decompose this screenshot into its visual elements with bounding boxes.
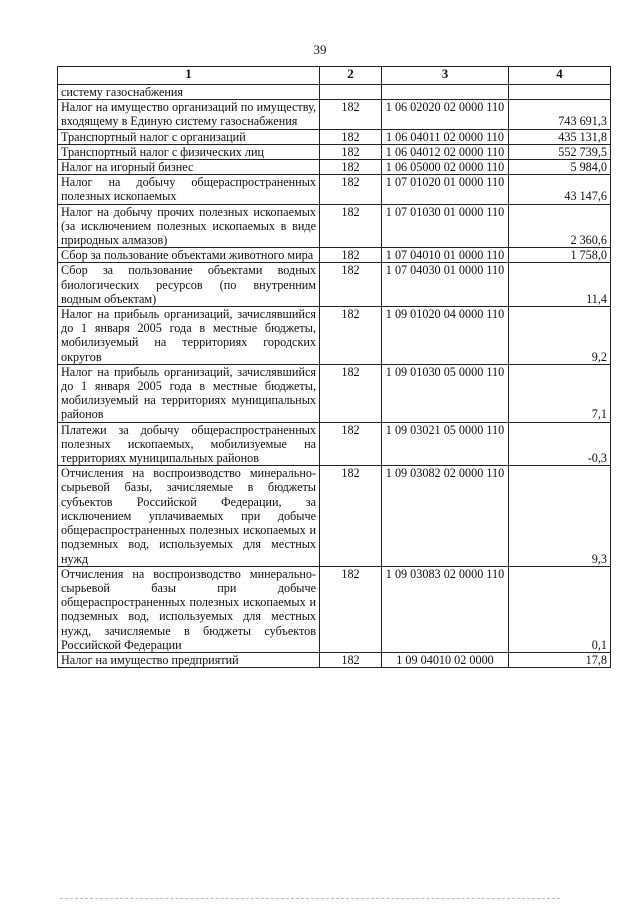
row-name: Налог на имущество предприятий [58, 652, 320, 667]
table-row [58, 144, 611, 159]
row-classification-code: 1 07 01030 01 0000 110 [382, 204, 509, 248]
row-classification-code: 1 07 04030 01 0000 110 [382, 263, 509, 307]
header-col-3: 3 [382, 67, 509, 85]
row-name: Налог на имущество организаций по имуществу, входящему в Единую систему газоснабжения [58, 100, 320, 129]
row-admin-code: 182 [320, 263, 382, 307]
row-sum: 9,2 [509, 307, 611, 365]
table-row [58, 85, 611, 100]
row-classification-code: 1 09 03021 05 0000 110 [382, 422, 509, 466]
row-name: Сбор за пользование объектами водных биологических ресурсов (по внутренним водным объектам) [58, 263, 320, 307]
row-classification-code: 1 06 04011 02 0000 110 [382, 129, 509, 144]
row-sum: 5 984,0 [509, 160, 611, 175]
table-row [58, 307, 611, 365]
row-name: Отчисления на воспроизводство минерально-сырьевой базы, зачисляемые в бюджеты субъектов Российской Федерации, за исключением уплачиваемых при добыче общераспространенных полезных ископаемых и подземных вод, используемых для местных нужд [58, 466, 320, 566]
page-number: 39 [313, 42, 327, 57]
row-admin-code: 182 [320, 175, 382, 204]
table-row [58, 175, 611, 204]
table-row [58, 566, 611, 652]
table-row [58, 263, 611, 307]
row-sum: 2 360,6 [509, 204, 611, 248]
row-classification-code: 1 07 01020 01 0000 110 [382, 175, 509, 204]
row-classification-code: 1 09 01020 04 0000 110 [382, 307, 509, 365]
row-classification-code: 1 06 05000 02 0000 110 [382, 160, 509, 175]
header-col-1: 1 [58, 67, 320, 85]
row-admin-code: 182 [320, 160, 382, 175]
revenue-table [57, 66, 611, 668]
row-name: Отчисления на воспроизводство минерально-сырьевой базы при добыче общераспространенных полезных ископаемых и подземных вод, используемых для местных нужд, зачисляемые в бюджеты субъектов Российской Федерации [58, 566, 320, 652]
row-sum: 7,1 [509, 364, 611, 422]
row-sum: 43 147,6 [509, 175, 611, 204]
row-classification-code: 1 06 04012 02 0000 110 [382, 144, 509, 159]
row-sum: 17,8 [509, 652, 611, 667]
row-admin-code: 182 [320, 144, 382, 159]
table-row [58, 100, 611, 129]
table-row [58, 160, 611, 175]
row-sum: 552 739,5 [509, 144, 611, 159]
row-name: Налог на игорный бизнес [58, 160, 320, 175]
row-admin-code: 182 [320, 100, 382, 129]
row-admin-code: 182 [320, 466, 382, 566]
table-header-row [58, 67, 611, 85]
row-classification-code: 1 09 04010 02 0000 [382, 652, 509, 667]
row-classification-code: 1 06 02020 02 0000 110 [382, 100, 509, 129]
row-admin-code: 182 [320, 652, 382, 667]
row-admin-code: 182 [320, 307, 382, 365]
table-row [58, 652, 611, 667]
row-admin-code: 182 [320, 566, 382, 652]
table-row [58, 364, 611, 422]
row-name: Сбор за пользование объектами животного мира [58, 248, 320, 263]
row-sum: 11,4 [509, 263, 611, 307]
row-sum: 1 758,0 [509, 248, 611, 263]
row-name: Налог на добычу прочих полезных ископаемых (за исключением полезных ископаемых в виде природных алмазов) [58, 204, 320, 248]
row-admin-code: 182 [320, 364, 382, 422]
row-sum: 9,3 [509, 466, 611, 566]
row-sum: 435 131,8 [509, 129, 611, 144]
row-admin-code: 182 [320, 248, 382, 263]
header-col-2: 2 [320, 67, 382, 85]
row-sum [509, 85, 611, 100]
header-col-4: 4 [509, 67, 611, 85]
table-row [58, 466, 611, 566]
row-classification-code [382, 85, 509, 100]
row-admin-code: 182 [320, 422, 382, 466]
row-sum: 743 691,3 [509, 100, 611, 129]
row-name: Транспортный налог с организаций [58, 129, 320, 144]
row-admin-code: 182 [320, 129, 382, 144]
row-name: Налог на добычу общераспространенных полезных ископаемых [58, 175, 320, 204]
row-sum: -0,3 [509, 422, 611, 466]
row-name: Транспортный налог с физических лиц [58, 144, 320, 159]
row-admin-code [320, 85, 382, 100]
row-classification-code: 1 07 04010 01 0000 110 [382, 248, 509, 263]
row-admin-code: 182 [320, 204, 382, 248]
table-row [58, 129, 611, 144]
scan-footer-artifact [60, 898, 560, 901]
row-sum: 0,1 [509, 566, 611, 652]
row-classification-code: 1 09 01030 05 0000 110 [382, 364, 509, 422]
row-classification-code: 1 09 03083 02 0000 110 [382, 566, 509, 652]
table-row [58, 204, 611, 248]
row-name: Платежи за добычу общераспространенных полезных ископаемых, мобилизуемые на территориях муниципальных районов [58, 422, 320, 466]
row-name: Налог на прибыль организаций, зачислявшийся до 1 января 2005 года в местные бюджеты, мобилизуемый на территориях городских округов [58, 307, 320, 365]
table-row [58, 422, 611, 466]
row-name: Налог на прибыль организаций, зачислявшийся до 1 января 2005 года в местные бюджеты, мобилизуемый на территориях муниципальных районов [58, 364, 320, 422]
table-row [58, 248, 611, 263]
row-name: систему газоснабжения [58, 85, 320, 100]
row-classification-code: 1 09 03082 02 0000 110 [382, 466, 509, 566]
